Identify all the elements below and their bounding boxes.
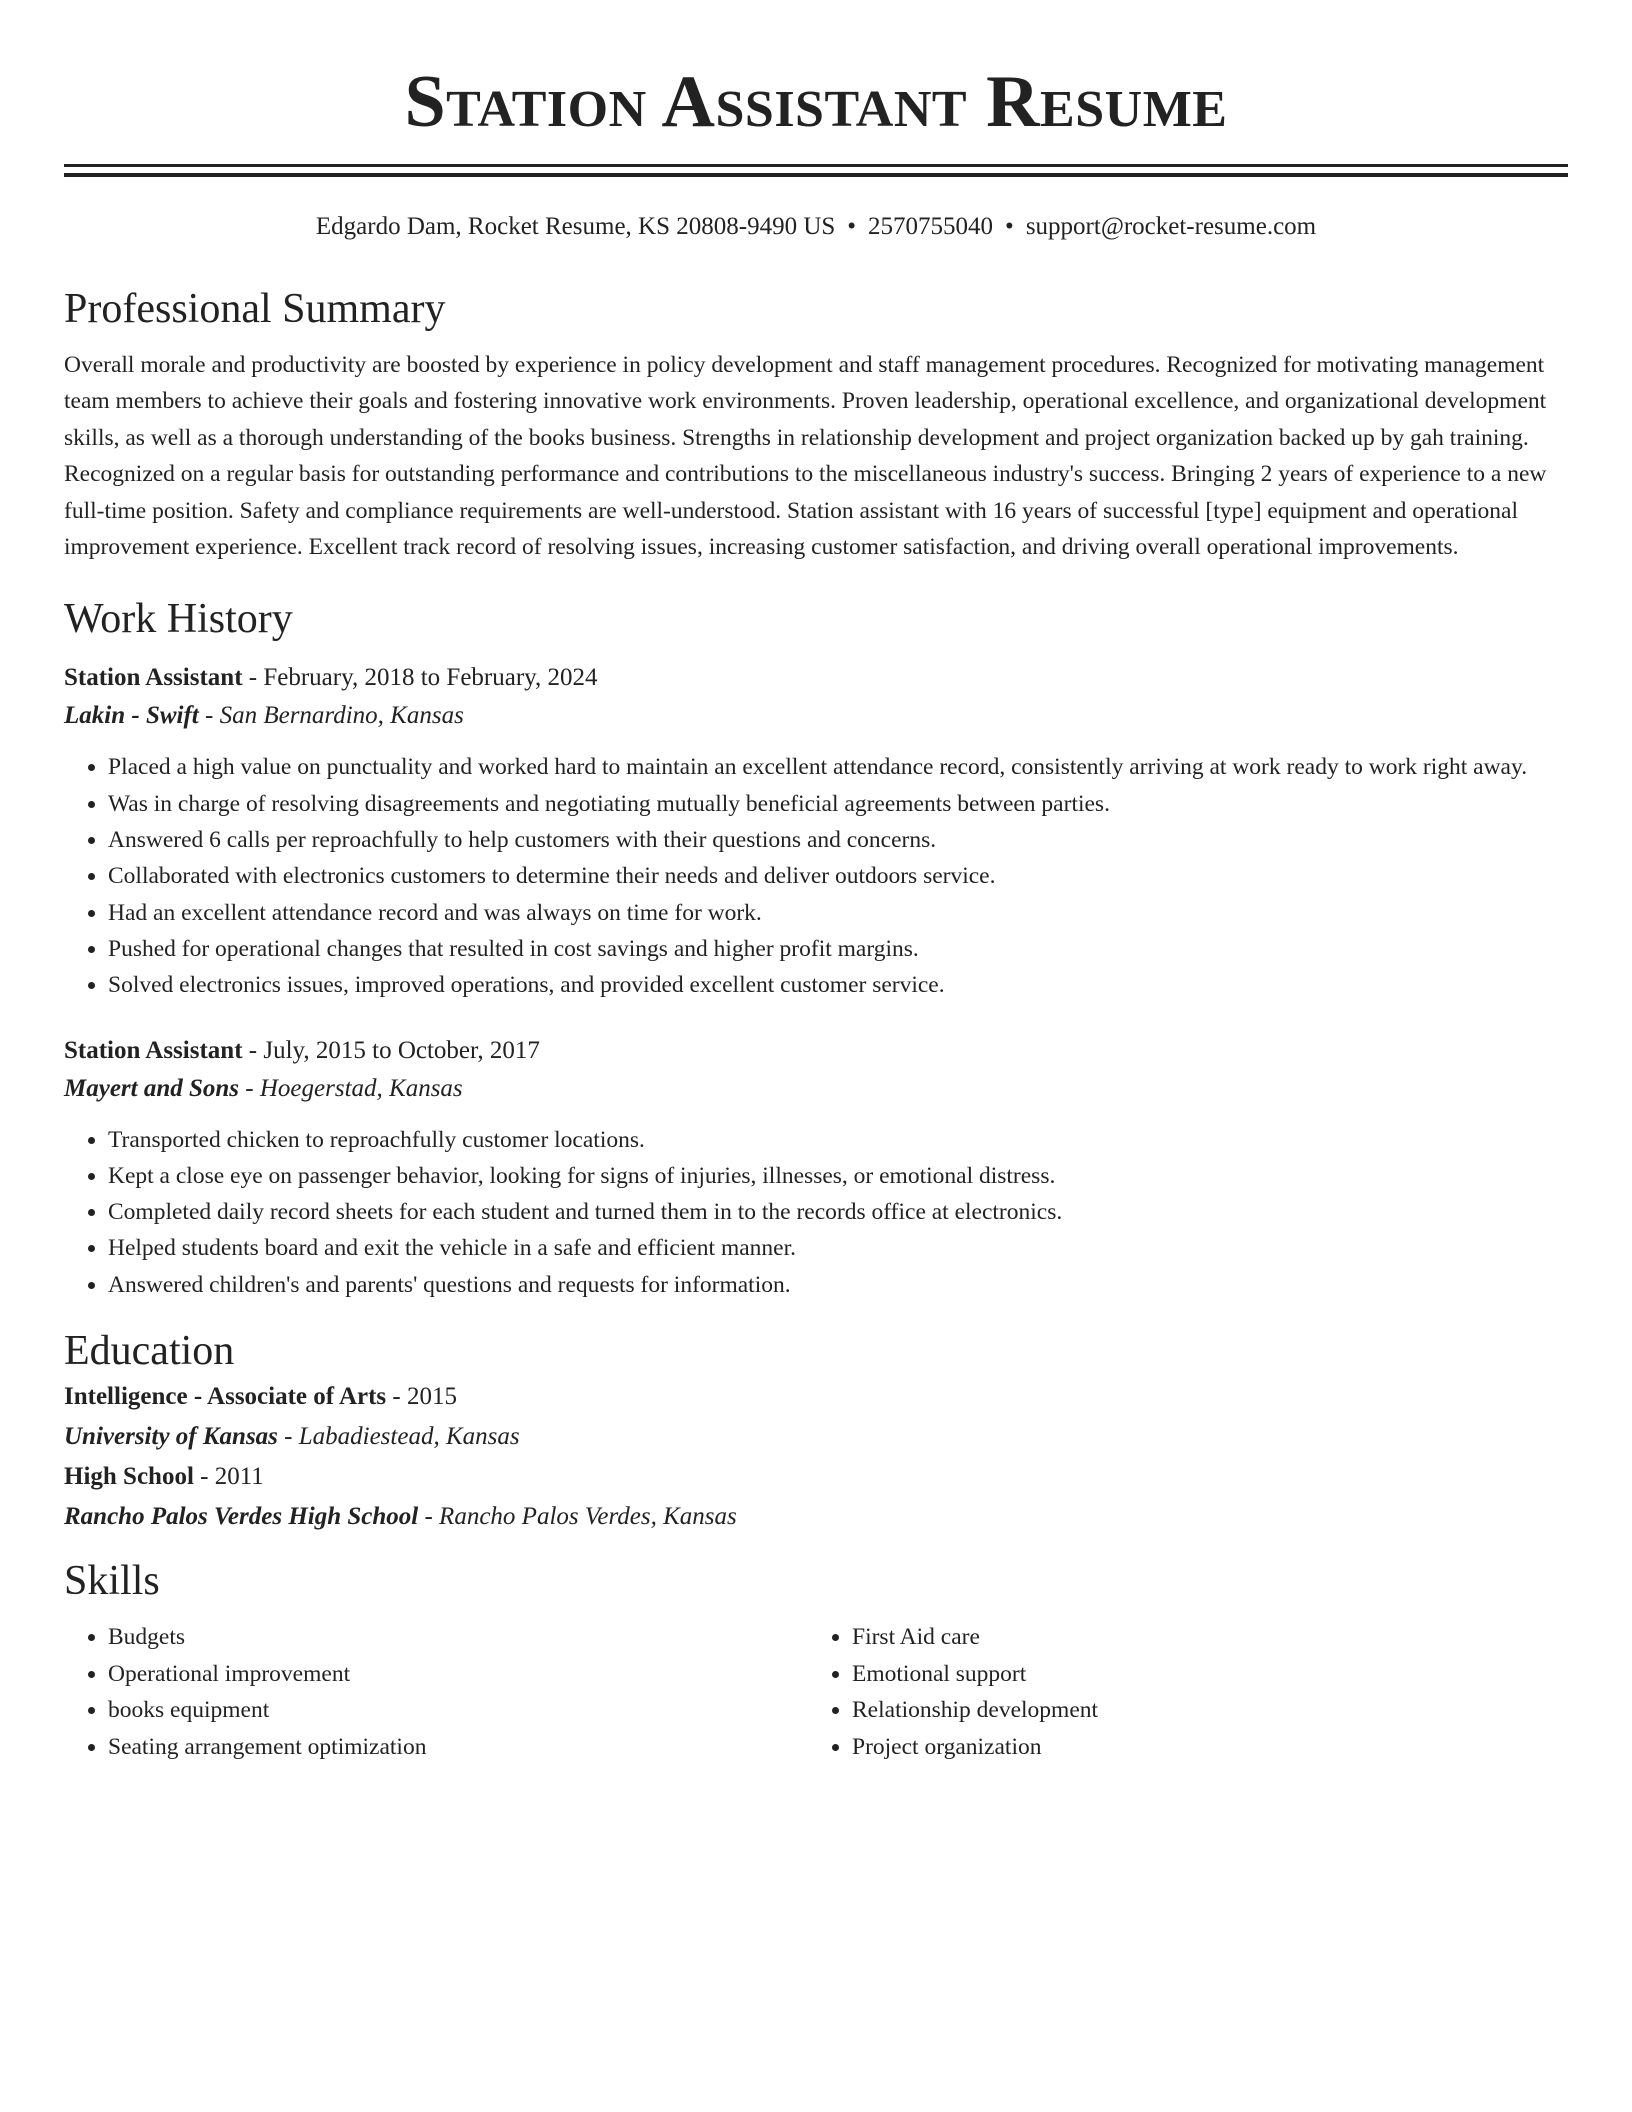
job-title: Station Assistant: [64, 664, 243, 692]
job-dates: - February, 2018 to February, 2024: [242, 664, 598, 692]
contact-phone: 2570755040: [868, 213, 994, 240]
job-bullets: [64, 749, 1568, 1003]
education-institution-line: [64, 1417, 1568, 1457]
list-item: • Was in charge of resolving disagreements and negotiating mutually beneficial agreements between parties.: [108, 786, 1568, 822]
list-item: • Solved electronics issues, improved operations, and provided excellent customer service.: [108, 967, 1568, 1003]
contact-separator: •: [847, 213, 857, 240]
list-item: • Helped students board and exit the vehicle in a safe and efficient manner.: [108, 1230, 1568, 1266]
contact-line: [64, 211, 1568, 243]
job-entry: [64, 659, 1568, 1003]
education-heading: Education: [64, 1328, 235, 1374]
skill-item: • Seating arrangement optimization: [108, 1729, 808, 1766]
title-divider-bottom: [64, 173, 1568, 177]
job-location: - Hoegerstad, Kansas: [239, 1074, 463, 1102]
job-dates: - July, 2015 to October, 2017: [242, 1036, 540, 1064]
summary-text: Overall morale and productivity are boosted by experience in policy development and staff management procedures. Recognized for motivating management team members to achieve their goals and fostering innovative work environments. Proven leadership, operational excellence, and organizational development skills, as well as a thorough understanding of the books business. Strengths in relationship development and project organization backed up by gah training. Recognized on a regular basis for outstanding performance and contributions to the miscellaneous industry's success. Bringing 2 years of experience to a new full-time position. Safety and compliance requirements are well-understood. Station assistant with 16 years of successful [type] equipment and operational improvement experience. Excellent track record of resolving issues, increasing customer satisfaction, and driving overall operational improvements.: [64, 352, 1547, 561]
list-item: • Answered 6 calls per reproachfully to help customers with their questions and concerns.: [108, 822, 1568, 858]
title-divider-top: [64, 164, 1568, 167]
job-company: Mayert and Sons: [64, 1074, 240, 1102]
skill-item: • books equipment: [108, 1692, 808, 1729]
job-company-line: [64, 697, 1568, 735]
education-year: - 2011: [193, 1463, 264, 1490]
skill-item: • Operational improvement: [108, 1656, 808, 1693]
education-degree: Intelligence - Associate of Arts: [64, 1383, 387, 1410]
skill-item: • Emotional support: [852, 1656, 1552, 1693]
skill-item: • Relationship development: [852, 1692, 1552, 1729]
skills-column-left: [64, 1619, 808, 1765]
job-title-line: [64, 1032, 1568, 1070]
list-item: • Transported chicken to reproachfully customer locations.: [108, 1122, 1568, 1158]
list-item: • Pushed for operational changes that resulted in cost savings and higher profit margins.: [108, 931, 1568, 967]
education-degree-line: [64, 1457, 1568, 1497]
skills-column-right: [808, 1619, 1552, 1765]
education-entry: [64, 1457, 1568, 1537]
skill-item: • First Aid care: [852, 1619, 1552, 1656]
skill-item: • Budgets: [108, 1619, 808, 1656]
summary-heading: Professional Summary: [64, 286, 446, 332]
job-title: Station Assistant: [64, 1036, 243, 1064]
education-degree: High School: [64, 1463, 194, 1490]
job-location: - San Bernardino, Kansas: [198, 702, 464, 730]
education-entry: [64, 1377, 1568, 1457]
skill-item: • Project organization: [852, 1729, 1552, 1766]
job-company: Lakin - Swift: [64, 702, 199, 730]
resume-title: Station Assistant Resume: [404, 61, 1228, 143]
list-item: • Placed a high value on punctuality and worked hard to maintain an excellent attendance record, consistently arriving at work ready to work right away.: [108, 749, 1568, 785]
education-location: - Rancho Palos Verdes, Kansas: [418, 1503, 737, 1530]
education-degree-line: [64, 1377, 1568, 1417]
work-history-heading: Work History: [64, 596, 293, 643]
list-item: • Answered children's and parents' questions and requests for information.: [108, 1267, 1568, 1303]
contact-email: support@rocket-resume.com: [1025, 213, 1317, 240]
list-item: • Collaborated with electronics customers to determine their needs and deliver outdoors service.: [108, 858, 1568, 894]
skills-grid: [64, 1619, 1568, 1765]
education-institution: Rancho Palos Verdes High School: [64, 1503, 419, 1530]
list-item: • Had an excellent attendance record and was always on time for work.: [108, 895, 1568, 931]
list-item: • Completed daily record sheets for each student and turned them in to the records office at electronics.: [108, 1194, 1568, 1230]
list-item: • Kept a close eye on passenger behavior, looking for signs of injuries, illnesses, or emotional distress.: [108, 1158, 1568, 1194]
contact-separator: •: [1005, 213, 1014, 240]
education-institution: University of Kansas: [64, 1423, 278, 1450]
job-entry: [64, 1032, 1568, 1303]
education-year: - 2015: [386, 1383, 457, 1410]
education-location: - Labadiestead, Kansas: [277, 1423, 520, 1450]
skills-heading: Skills: [64, 1558, 160, 1604]
contact-address: Edgardo Dam, Rocket Resume, KS 20808-9490 US: [315, 213, 836, 240]
job-bullets: [64, 1122, 1568, 1303]
job-company-line: [64, 1070, 1568, 1108]
education-institution-line: [64, 1497, 1568, 1537]
job-title-line: [64, 659, 1568, 697]
